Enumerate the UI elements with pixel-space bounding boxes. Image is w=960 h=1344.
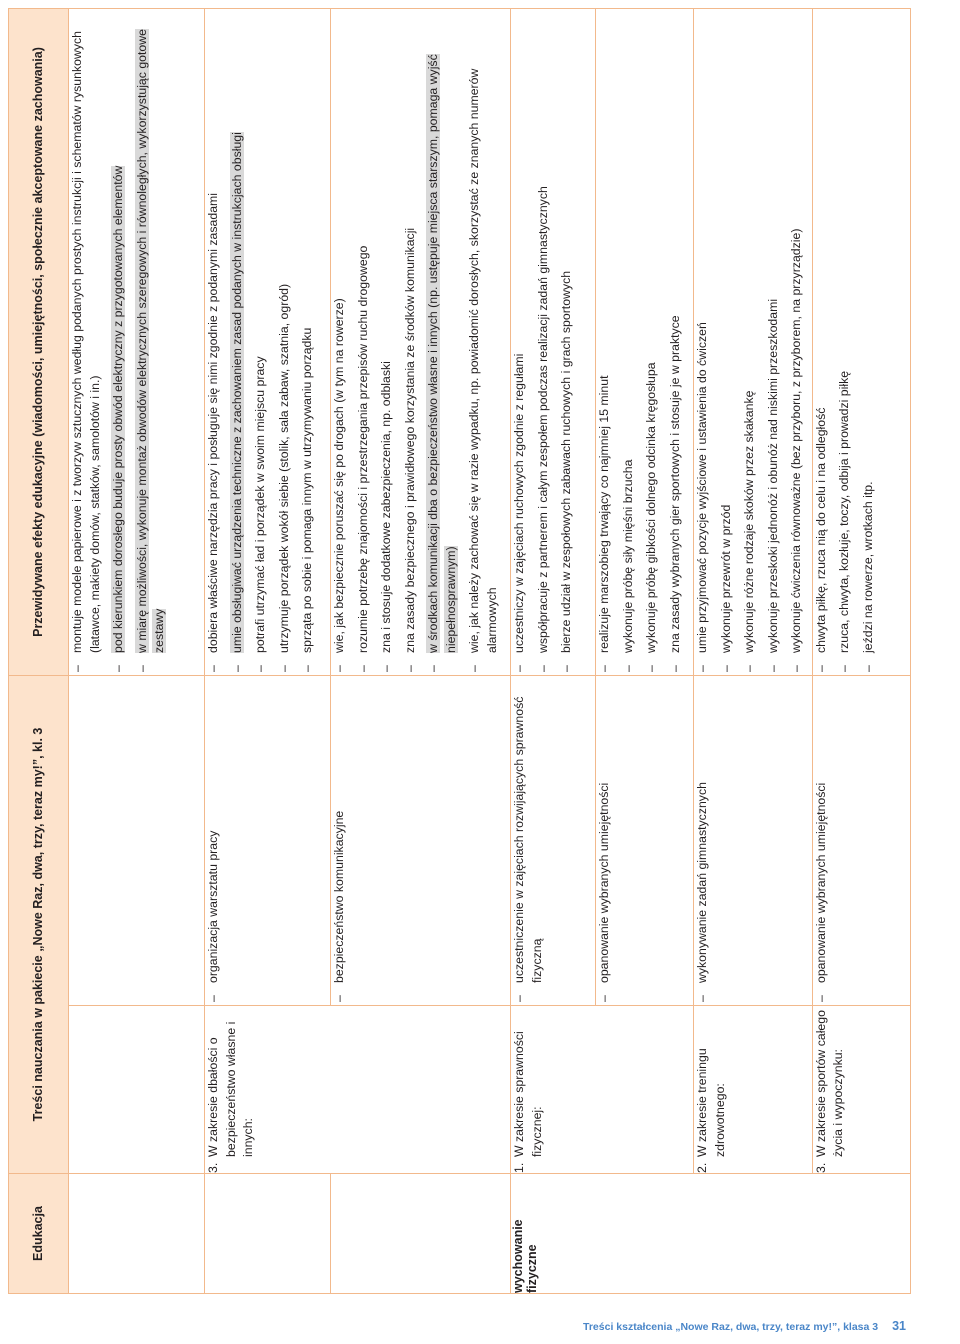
page-footer [583, 1319, 906, 1333]
table-row [69, 8, 205, 1293]
area-label: W zakresie sprawności fizycznej: [512, 1031, 544, 1157]
effect-item-highlighted: – umie obsługiwać urządzenia techniczne z zachowaniem zasad podanych w instrukcjach obsługi [229, 9, 247, 675]
content-cell [69, 675, 205, 1005]
effects-cell [205, 8, 331, 675]
content-item: – opanowanie wybranych umiejętności [813, 676, 831, 1005]
effect-item-highlighted: – pod kierunkiem dorosłego buduje prosty obwód elektryczny z przygotowanych elementów [110, 9, 128, 675]
content-cell [596, 675, 694, 1005]
area-cell: 2. W zakresie treningu zdrowotnego: [694, 1006, 813, 1174]
effect-item: – montuje modele papierowe i z tworzyw sztucznych według podanych prostych instrukcji i schematów rysunkowych (latawce, makiety domów, statków, samolotów i in.) [69, 9, 104, 675]
curriculum-table [8, 8, 911, 1294]
area-cell: 3. W zakresie sportów całego życia i wypoczynku: [812, 1006, 910, 1174]
effect-item: – jeździ na rowerze, wrotkach itp. [860, 9, 878, 675]
subject-cell [205, 1174, 331, 1294]
effect-item-highlighted: – w środkach komunikacji dba o bezpieczeństwo własne i innych (np. ustępuje miejsca starszym, pomaga wyjść niepełnosprawnym) [425, 9, 460, 675]
effect-item: – rozumie potrzebę znajomości i przestrzegania przepisów ruchu drogowego [355, 9, 373, 675]
table-row [511, 8, 596, 1293]
effect-item: – umie przyjmować pozycje wyjściowe i ustawienia do ćwiczeń [694, 9, 712, 675]
effects-cell [812, 8, 910, 675]
effect-item: – wykonuje przewrót w przód [718, 9, 736, 675]
effect-item: – zna zasady bezpiecznego i prawidłowego korzystania ze środków komunikacji [402, 9, 420, 675]
effect-item: – utrzymuje porządek wokół siebie (stolik, sala zabaw, szatnia, ogród) [276, 9, 294, 675]
content-item: – organizacja warsztatu pracy [205, 676, 223, 1005]
table-row [205, 8, 331, 1293]
effects-cell [511, 8, 596, 675]
effect-item: – zna zasady wybranych gier sportowych i stosuje je w praktyce [667, 9, 685, 675]
table-header-row [9, 8, 69, 1293]
header-edukacja: Edukacja [9, 1174, 69, 1294]
effect-item: – chwyta piłkę, rzuca nią do celu i na odległość [813, 9, 831, 675]
effect-item: – zna i stosuje dodatkowe zabezpieczenia, np. odblaski [378, 9, 396, 675]
area-cell: 3. W zakresie dbałości o bezpieczeństwo własne i innych: [205, 1006, 511, 1174]
table-row [812, 8, 910, 1293]
effects-cell [596, 8, 694, 675]
content-item: – wykonywanie zadań gimnastycznych [694, 676, 712, 1005]
effect-item: – dobiera właściwe narzędzia pracy i posługuje się nimi zgodnie z podanymi zasadami [205, 9, 223, 675]
content-cell [205, 675, 331, 1005]
subject-label: wychowanie fizyczne [511, 1174, 911, 1294]
effect-item: – uczestniczy w zajęciach ruchowych zgodnie z regułami [511, 9, 529, 675]
area-label: W zakresie sportów całego życia i wypoczynku: [813, 1010, 845, 1157]
subject-cell [69, 1174, 205, 1294]
effect-item: – wykonuje próbę siły mięśni brzucha [620, 9, 638, 675]
header-efekty: Przewidywane efekty edukacyjne (wiadomości, umiejętności, społecznie akceptowane zachowania) [9, 8, 69, 675]
content-cell [694, 675, 813, 1005]
table-row [694, 8, 813, 1293]
effect-item: – sprząta po sobie i pomaga innym w utrzymywaniu porządku [299, 9, 317, 675]
area-cell [69, 1006, 205, 1174]
subject-cell [331, 1174, 511, 1294]
area-label: W zakresie dbałości o bezpieczeństwo własne i innych: [206, 1021, 255, 1157]
content-cell [511, 675, 596, 1005]
page-number: 31 [892, 1319, 907, 1333]
effect-item: – potrafi utrzymać ład i porządek w swoim miejscu pracy [252, 9, 270, 675]
effects-cell [694, 8, 813, 675]
effect-item: – bierze udział w zespołowych zabawach ruchowych i grach sportowych [558, 9, 576, 675]
footer-title: Treści kształcenia „Nowe Raz, dwa, trzy, teraz my!”, klasa 3 [583, 1321, 879, 1333]
effect-item: – wykonuje ćwiczenia równoważne (bez przyboru, z przyborem, na przyrządzie) [788, 9, 806, 675]
area-label: W zakresie treningu zdrowotnego: [695, 1048, 727, 1157]
effect-item: – wie, jak należy zachować się w razie wypadku, np. powiadomić dorosłych, skorzystać ze znanych numerów alarmowych [466, 9, 501, 675]
content-cell [331, 675, 511, 1005]
content-item: – opanowanie wybranych umiejętności [596, 676, 614, 1005]
effect-item: – wykonuje próbę gibkości dolnego odcinka kręgosłupa [643, 9, 661, 675]
effect-item-highlighted: – w miarę możliwości, wykonuje montaż obwodów elektrycznych szeregowych i równoległych, wykorzystując gotowe zestawy [134, 9, 169, 675]
content-item: – bezpieczeństwo komunikacyjne [331, 676, 349, 1005]
effects-cell [69, 8, 205, 675]
effect-item: – współpracuje z partnerem i całym zespołem podczas realizacji zadań gimnastycznych [535, 9, 553, 675]
effect-item: – wie, jak bezpiecznie poruszać się po drogach (w tym na rowerze) [331, 9, 349, 675]
effect-item: – rzuca, chwyta, kozłuje, toczy, odbija i prowadzi piłkę [836, 9, 854, 675]
effect-item: – wykonuje różne rodzaje skoków przez skakankę [741, 9, 759, 675]
effects-cell [331, 8, 511, 675]
effect-item: – wykonuje przeskoki jednonóż i obunóż nad niskimi przeszkodami [765, 9, 783, 675]
header-tresci: Treści nauczania w pakiecie „Nowe Raz, dwa, trzy, teraz my!”, kl. 3 [9, 675, 69, 1173]
content-cell [812, 675, 910, 1005]
effect-item: – realizuje marszobieg trwający co najmniej 15 minut [596, 9, 614, 675]
content-item: – uczestniczenie w zajęciach rozwijających sprawność fizyczną [511, 676, 546, 1005]
area-cell: 1. W zakresie sprawności fizycznej: [511, 1006, 694, 1174]
